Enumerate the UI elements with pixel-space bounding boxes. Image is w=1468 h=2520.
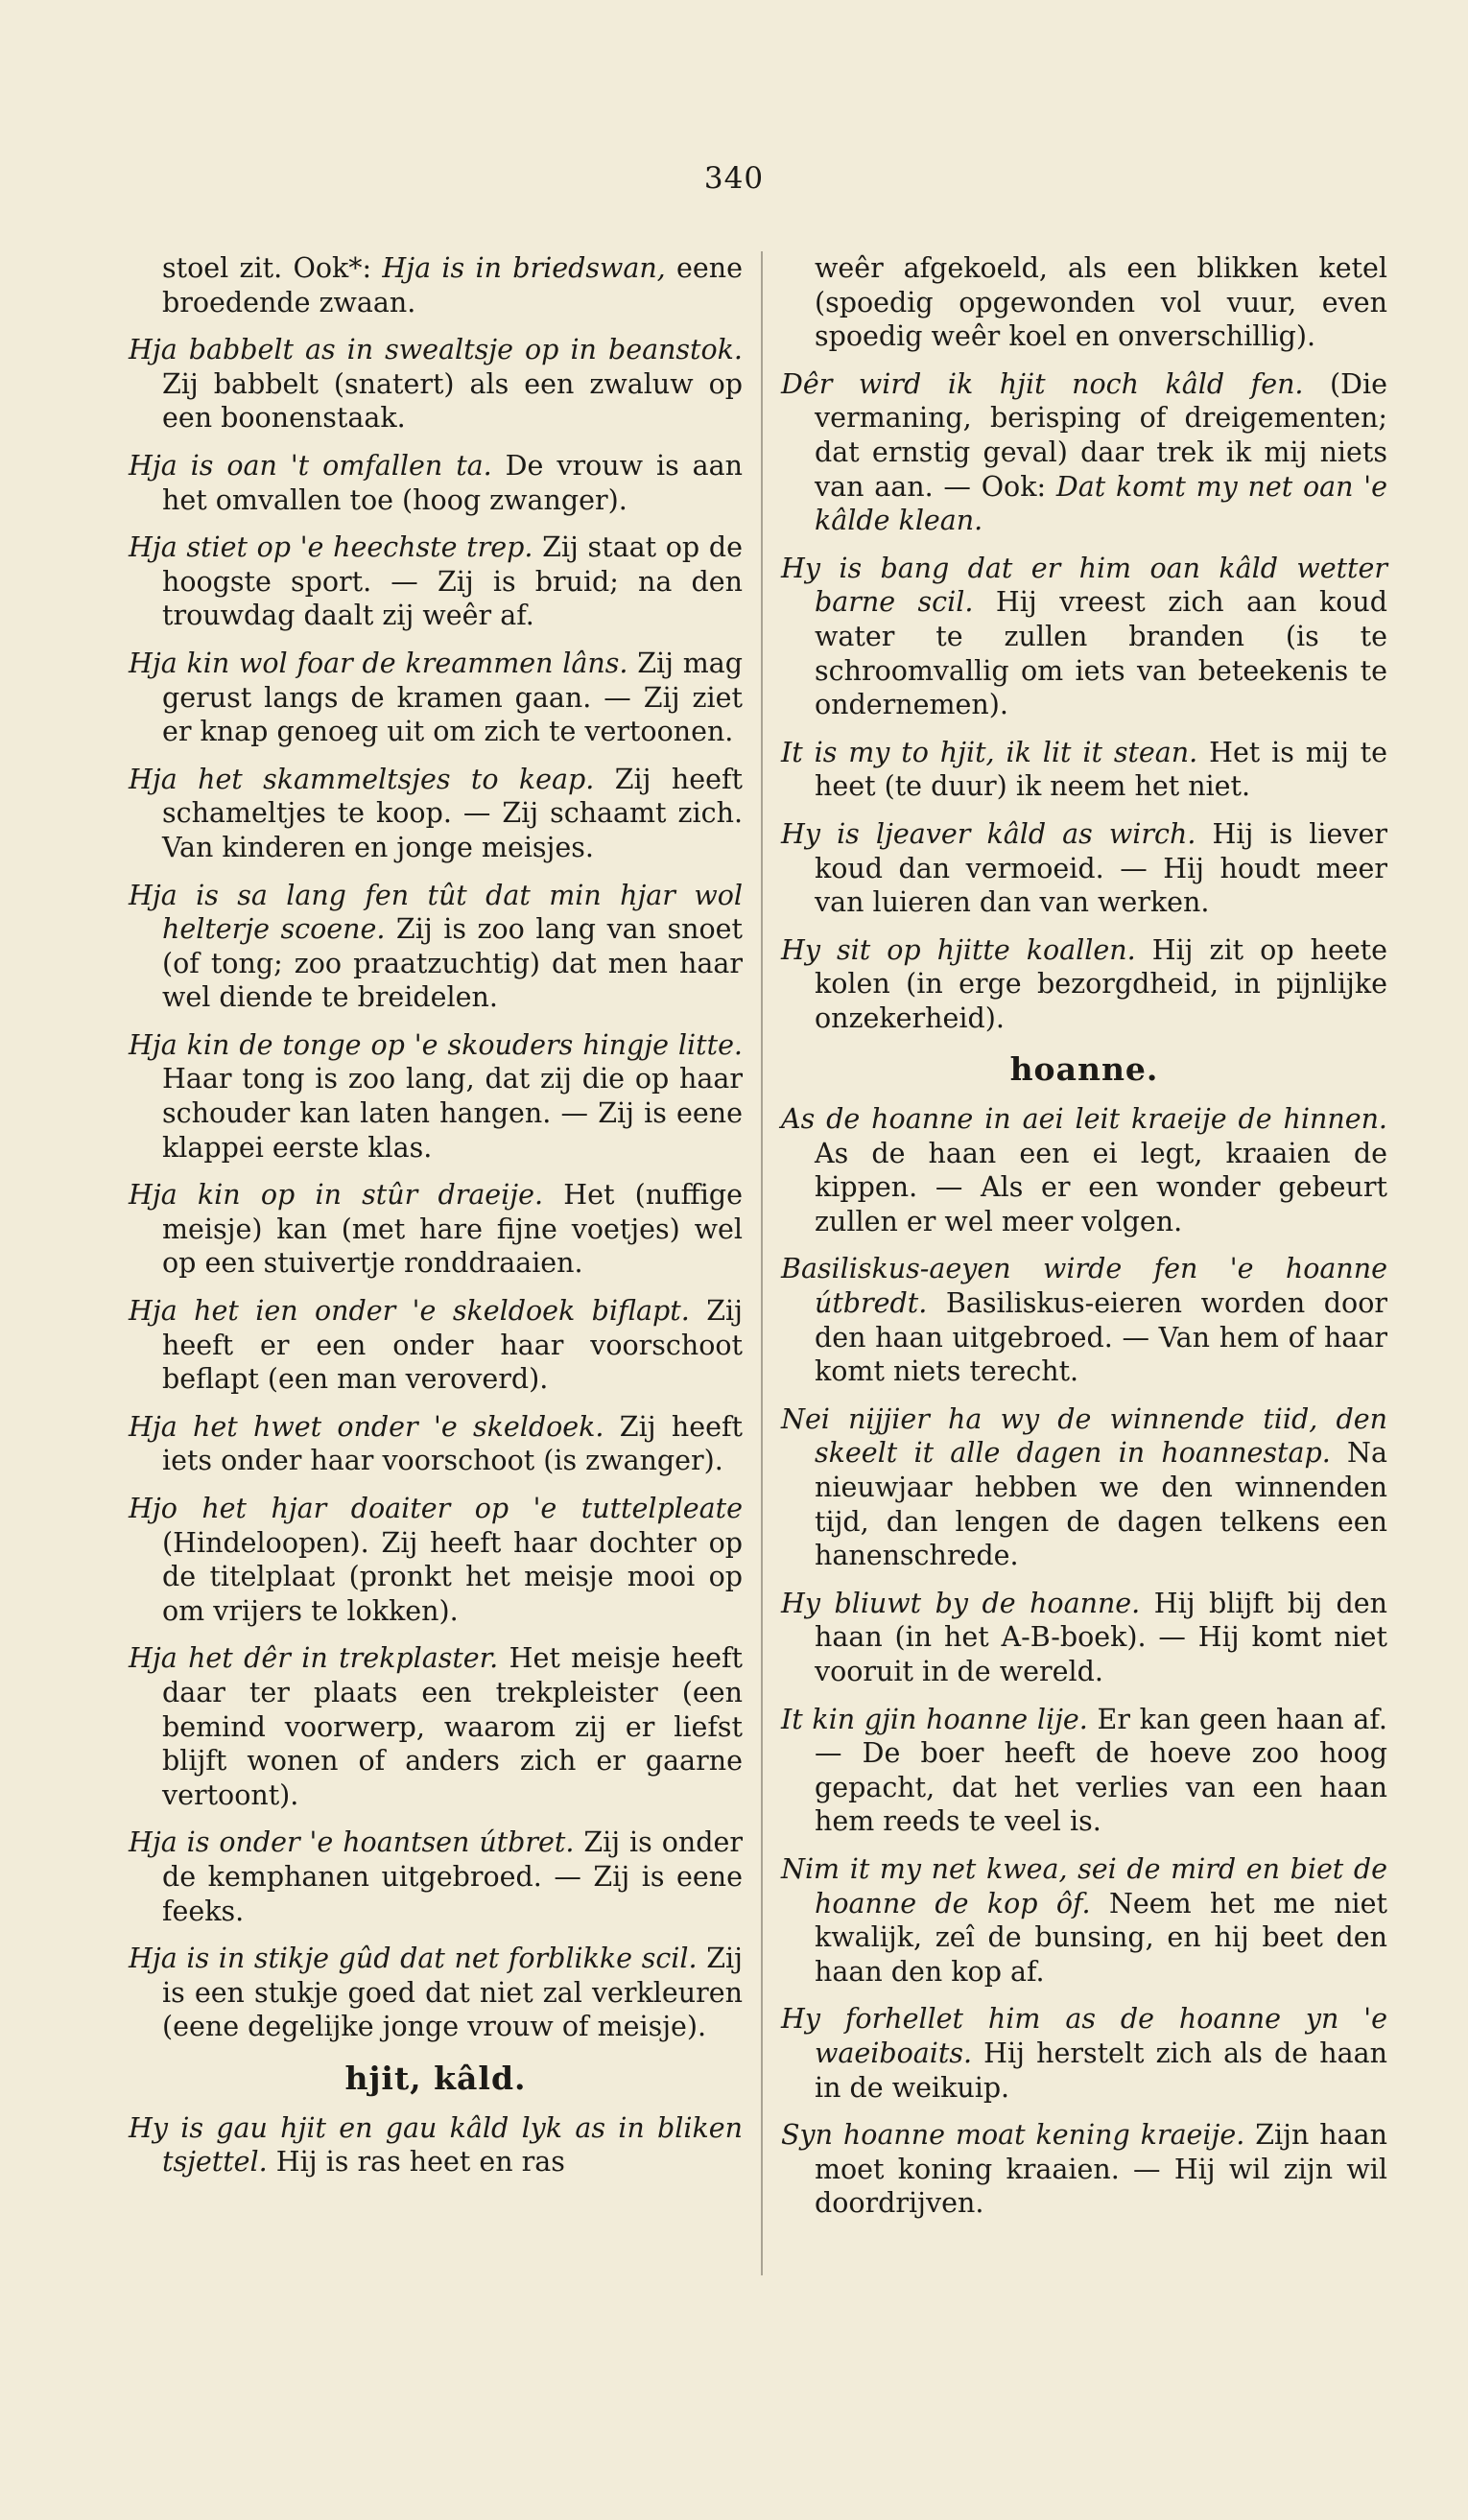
- entry-continuation: [129, 251, 743, 319]
- right-column: [781, 251, 1387, 2234]
- proverb-entry: [129, 530, 743, 633]
- dutch-translation: Zij is een stukje goed dat niet zal verkleuren (eene degelijke jonge vrouw of meisje).: [162, 1943, 743, 2043]
- proverb-entry: [129, 1028, 743, 1165]
- proverb-entry: [129, 879, 743, 1015]
- proverb-entry: [129, 647, 743, 749]
- proverb-entry: [129, 333, 743, 436]
- dutch-translation: Het (nuffige meisje) kan (met hare fijne voetjes) wel op een stuivertje ronddraaien.: [162, 1179, 743, 1280]
- frisian-phrase: Dêr wird ik hjit noch kâld fen.: [781, 367, 1304, 400]
- dutch-translation: As de haan een ei legt, kraaien de kippen. — Als er een wonder gebeurt zullen er wel meer volgen.: [815, 1137, 1387, 1237]
- dutch-text: weêr afgekoeld, als een blikken ketel (spoedig opgewonden vol vuur, even spoedig weêr koel en onverschillig).: [815, 252, 1387, 353]
- dutch-translation: Neem het me niet kwalijk, zeî de bunsing, en hij beet den haan den kop af.: [815, 1887, 1387, 1988]
- dutch-translation: Het is mij te heet (te duur) ik neem het niet.: [815, 736, 1387, 803]
- dutch-translation: Na nieuwjaar hebben we den winnenden tijd, dan lengen de dagen telkens een hanenschrede.: [815, 1437, 1387, 1572]
- dutch-text: stoel zit. Ook*:: [162, 252, 383, 284]
- dutch-translation: Hij is ras heet en ras: [267, 2146, 565, 2179]
- dutch-translation: Hij vreest zich aan koud water te zullen branden (is te schroomvallig om iets van beteekenis te ondernemen).: [815, 586, 1387, 721]
- dutch-translation: Zij staat op de hoogste sport. — Zij is bruid; na den trouwdag daalt zij weêr af.: [162, 531, 743, 632]
- frisian-phrase: It kin gjin hoanne lije.: [781, 1703, 1088, 1735]
- frisian-phrase: Hja het dêr in trekplaster.: [129, 1642, 499, 1675]
- proverb-entry: [781, 1703, 1387, 1839]
- dutch-translation: Hij is liever koud dan vermoeid. — Hij houdt meer van luieren dan van werken.: [815, 817, 1387, 919]
- frisian-phrase: Basiliskus-aeyen wirde fen 'e hoanne útbredt.: [781, 1253, 1387, 1320]
- frisian-phrase: Hy sit op hjitte koallen.: [781, 933, 1136, 966]
- dutch-translation: De vrouw is aan het omvallen toe (hoog zwanger).: [162, 449, 743, 516]
- proverb-entry: [129, 2111, 743, 2179]
- frisian-phrase: Hja kin op in stûr draeije.: [129, 1179, 544, 1212]
- frisian-phrase: Nim it my net kwea, sei de mird en biet de hoanne de kop ôf.: [781, 1852, 1387, 1919]
- entry-continuation: [781, 251, 1387, 354]
- proverb-entry: [781, 933, 1387, 1036]
- frisian-phrase: Hja is in stikje gûd dat net forblikke scil.: [129, 1943, 698, 1975]
- frisian-phrase: Hja babbelt as in swealtsje op in beanstok.: [129, 334, 743, 366]
- proverb-entry: [781, 367, 1387, 538]
- column-divider: [761, 251, 763, 2275]
- proverb-entry: [781, 1252, 1387, 1388]
- proverb-entry: [781, 817, 1387, 920]
- dutch-translation: Er kan geen haan af. — De boer heeft de hoeve zoo hoog gepacht, dat het verlies van een haan hem reeds te veel is.: [815, 1703, 1387, 1838]
- section-heading: hjit, kâld.: [344, 2059, 527, 2097]
- proverb-entry: [129, 1641, 743, 1812]
- proverb-entry: [781, 2118, 1387, 2221]
- dutch-translation: Hij herstelt zich als de haan in de weikuip.: [815, 2037, 1387, 2104]
- dutch-translation: (Die vermaning, berisping of dreigementen; dat ernstig geval) daar trek ik mij niets van aan. — Ook:: [815, 367, 1387, 503]
- proverb-entry: [781, 1402, 1387, 1573]
- frisian-phrase: Hy is ljeaver kâld as wirch.: [781, 817, 1196, 850]
- frisian-phrase: Hy is gau hjit en gau kâld lyk as in bliken tsjettel.: [129, 2111, 743, 2179]
- dutch-translation: Basiliskus-eieren worden door den haan uitgebroed. — Van hem of haar komt niets terecht.: [815, 1287, 1387, 1388]
- frisian-phrase: Dat komt my net oan 'e kâlde klean.: [815, 470, 1387, 537]
- left-column: [129, 251, 743, 2193]
- dutch-translation: Hij zit op heete kolen (in erge bezorgdheid, in pijnlijke onzekerheid).: [815, 933, 1387, 1034]
- proverb-entry: [781, 2002, 1387, 2105]
- frisian-phrase: Hja het hwet onder 'e skeldoek.: [129, 1410, 604, 1443]
- dutch-translation: Zij babbelt (snatert) als een zwaluw op een boonenstaak.: [162, 367, 743, 435]
- dutch-translation: Zij heeft er een onder haar voorschoot beflapt (een man veroverd).: [162, 1295, 743, 1396]
- frisian-phrase: As de hoanne in aei leit kraeije de hinnen.: [781, 1103, 1387, 1136]
- frisian-phrase: Hy forhellet him as de hoanne yn 'e waeiboaits.: [781, 2003, 1387, 2069]
- frisian-phrase: Hy bliuwt by de hoanne.: [781, 1587, 1141, 1619]
- frisian-phrase: Hy is bang dat er him oan kâld wetter barne scil.: [781, 552, 1387, 619]
- dutch-translation: Het meisje heeft daar ter plaats een trekpleister (een bemind voorwerp, waarom zij er liefst blijft wonen of anders zich er gaarne vertoont).: [162, 1642, 744, 1811]
- frisian-phrase: Hja is onder 'e hoantsen útbret.: [129, 1826, 575, 1859]
- frisian-phrase: Hja stiet op 'e heechste trep.: [129, 531, 533, 564]
- dutch-translation: Zij is onder de kemphanen uitgebroed. — Zij is eene feeks.: [162, 1826, 743, 1927]
- proverb-entry: [129, 1492, 743, 1628]
- frisian-phrase: Hja kin wol foar de kreammen lâns.: [129, 647, 628, 679]
- dutch-translation: Haar tong is zoo lang, dat zij die op haar schouder kan laten hangen. — Zij is eene klappei eerste klas.: [162, 1063, 743, 1164]
- proverb-entry: [129, 1410, 743, 1478]
- proverb-entry: [129, 763, 743, 865]
- proverb-entry: [781, 736, 1387, 804]
- frisian-phrase: Hja het skammeltsjes to keap.: [129, 763, 595, 795]
- proverb-entry: [781, 552, 1387, 722]
- dutch-translation: Zijn haan moet koning kraaien. — Hij wil zijn wil doordrijven.: [815, 2119, 1388, 2220]
- proverb-entry: [781, 1852, 1387, 1989]
- dutch-translation: Zij heeft iets onder haar voorschoot (is zwanger).: [162, 1410, 743, 1477]
- proverb-entry: [129, 1294, 743, 1397]
- frisian-phrase: Nei nijjier ha wy de winnende tiid, den skeelt it alle dagen in hoannestap.: [781, 1402, 1387, 1470]
- dutch-text: eene broedende zwaan.: [162, 252, 744, 318]
- frisian-phrase: Hja is oan 't omfallen ta.: [129, 449, 492, 482]
- proverb-entry: [129, 1942, 743, 2044]
- proverb-entry: [129, 1178, 743, 1281]
- section-heading: hoanne.: [1009, 1050, 1159, 1089]
- frisian-phrase: Syn hoanne moat kening kraeije.: [781, 2119, 1245, 2152]
- proverb-entry: [129, 449, 743, 517]
- dutch-translation: Hij blijft bij den haan (in het A-B-boek). — Hij komt niet vooruit in de wereld.: [815, 1587, 1388, 1687]
- frisian-phrase: Hja is in briedswan,: [382, 252, 666, 284]
- frisian-phrase: Hja kin de tonge op 'e skouders hingje litte.: [129, 1028, 743, 1061]
- proverb-entry: [781, 1587, 1387, 1689]
- page-number: 340: [703, 161, 765, 196]
- frisian-phrase: It is my to hjit, ik lit it stean.: [781, 736, 1198, 768]
- dutch-translation: Zij is zoo lang van snoet (of tong; zoo praatzuchtig) dat men haar wel diende te breidelen.: [162, 913, 744, 1014]
- frisian-phrase: Hja is sa lang fen tût dat min hjar wol helterje scoene.: [129, 879, 743, 946]
- dutch-translation: (Hindeloopen). Zij heeft haar dochter op de titelplaat (pronkt het meisje mooi op om vrijers te lokken).: [162, 1526, 743, 1627]
- proverb-entry: [781, 1102, 1387, 1238]
- proverb-entry: [129, 1825, 743, 1928]
- frisian-phrase: Hja het ien onder 'e skeldoek biflapt.: [129, 1295, 690, 1328]
- frisian-phrase: Hjo het hjar doaiter op 'e tuttelpleate: [129, 1493, 743, 1524]
- dutch-translation: Zij mag gerust langs de kramen gaan. — Zij ziet er knap genoeg uit om zich te vertoonen.: [162, 647, 743, 748]
- dutch-translation: Zij heeft schameltjes te koop. — Zij schaamt zich. Van kinderen en jonge meisjes.: [162, 763, 743, 863]
